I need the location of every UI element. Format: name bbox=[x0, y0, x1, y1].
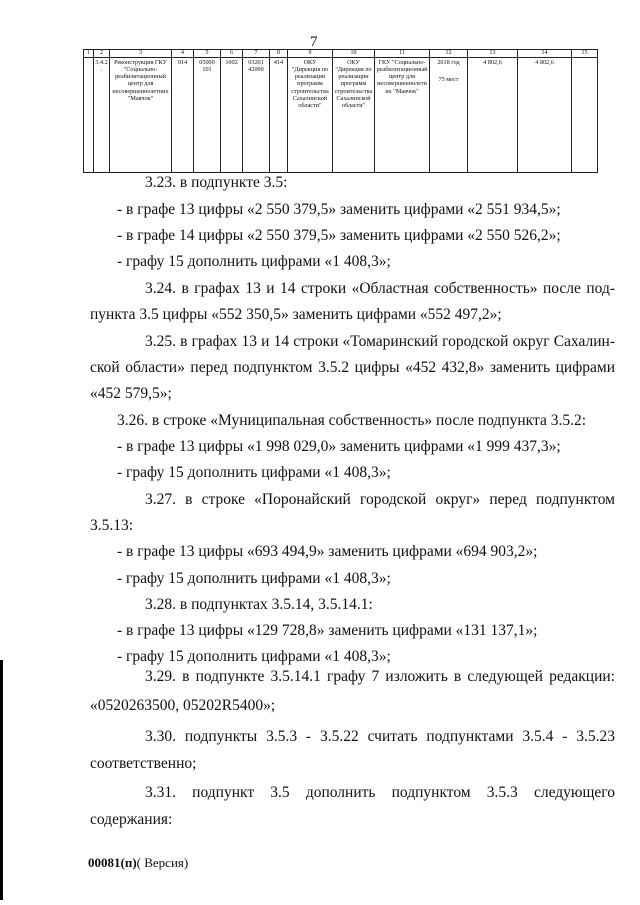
text-line: 3.29. в подпункте 3.5.14.1 графу 7 изложить в следующей редакции: bbox=[145, 668, 615, 685]
column-number: 9 bbox=[288, 50, 333, 58]
scan-edge-mark bbox=[0, 660, 3, 900]
column-number: 5 bbox=[194, 50, 221, 58]
text-line: 3.30. подпункты 3.5.3 - 3.5.22 считать подпунктами 3.5.4 - 3.5.23 bbox=[145, 728, 615, 745]
table-cell-year-capacity bbox=[430, 58, 468, 173]
column-number: 14 bbox=[518, 50, 572, 58]
table-cell: 014 bbox=[172, 58, 194, 173]
text-line: 3.25. в графах 13 и 14 строки «Томаринский городской округ Сахалин- bbox=[145, 333, 615, 350]
document-footer bbox=[88, 855, 188, 871]
page-number: 7 bbox=[310, 34, 318, 50]
capacity: 75 мест bbox=[438, 76, 459, 84]
text-line: - графу 15 дополнить цифрами «1 408,3»; bbox=[117, 253, 391, 270]
text-line: «452 579,5»; bbox=[90, 385, 172, 402]
text-line: ской области» перед подпунктом 3.5.2 цифры «452 432,8» заменить цифрами bbox=[90, 359, 615, 376]
text-line: «0520263500, 05202R5400»; bbox=[90, 697, 276, 714]
table-cell-amount: 4 802,6 bbox=[468, 58, 518, 173]
column-number: 3 bbox=[110, 50, 172, 58]
text-line: 3.24. в графах 13 и 14 строки «Областная собственность» после под- bbox=[145, 280, 615, 297]
column-number: 12 bbox=[430, 50, 468, 58]
table-cell: 05000 101 bbox=[194, 58, 221, 173]
text-line: 3.31. подпункт 3.5 дополнить подпунктом 3.5.3 следующего bbox=[145, 784, 615, 801]
column-number: 10 bbox=[333, 50, 375, 58]
table-cell-item-number: 3.4.2. bbox=[94, 58, 110, 173]
column-number: 13 bbox=[468, 50, 518, 58]
text-line: - графу 15 дополнить цифрами «1 408,3»; bbox=[117, 570, 391, 587]
text-line: 3.26. в строке «Муниципальная собственность» после подпункта 3.5.2: bbox=[117, 412, 587, 429]
table-cell-balance-holder: ГКУ "Социально-реабилитационный центр для несовершеннолетних "Маячок" bbox=[375, 58, 430, 173]
text-line: 3.23. в подпункте 3.5: bbox=[145, 174, 288, 191]
column-number: 6 bbox=[221, 50, 243, 58]
text-line: содержания: bbox=[90, 811, 173, 828]
column-number: 1 bbox=[84, 50, 94, 58]
text-line: пункта 3.5 цифры «552 350,5» заменить цифрами «552 497,2»; bbox=[90, 306, 502, 323]
text-line: соответственно; bbox=[90, 755, 197, 772]
text-line: - в графе 13 цифры «693 494,9» заменить цифрами «694 903,2»; bbox=[117, 543, 538, 560]
text-line: - в графе 14 цифры «2 550 379,5» заменить цифрами «2 550 526,2»; bbox=[117, 227, 561, 244]
table-cell: 414 bbox=[270, 58, 288, 173]
table-cell-customer: ОКУ "Дирекция по реализации программ строительства Сахалинской области" bbox=[288, 58, 333, 173]
table-cell: 1002 bbox=[221, 58, 243, 173]
column-number: 2 bbox=[94, 50, 110, 58]
text-line: - в графе 13 цифры «129 728,8» заменить цифрами «131 137,1»; bbox=[117, 622, 538, 639]
text-line: 3.28. в подпунктах 3.5.14, 3.5.14.1: bbox=[145, 596, 373, 613]
table-cell bbox=[84, 58, 94, 173]
text-line: 3.27. в строке «Поронайский городской округ» перед подпунктом bbox=[145, 491, 615, 508]
document-version: ( Версия) bbox=[136, 855, 189, 870]
text-line: - в графе 13 цифры «1 998 029,0» заменить цифрами «1 999 437,3»; bbox=[117, 438, 561, 455]
table-header-row bbox=[84, 50, 598, 58]
text-line: 3.5.13: bbox=[90, 517, 134, 534]
table-cell-object-name: Реконструкция ГКУ "Социально-реабилитационный центр для несовершеннолетних "Маячок" bbox=[110, 58, 172, 173]
table-cell-amount: 4 802,6 bbox=[518, 58, 572, 173]
column-number: 4 bbox=[172, 50, 194, 58]
text-line: - графу 15 дополнить цифрами «1 408,3»; bbox=[117, 648, 391, 665]
specification-table bbox=[83, 49, 598, 173]
table-cell bbox=[572, 58, 598, 173]
text-line: - в графе 13 цифры «2 550 379,5» заменить цифрами «2 551 934,5»; bbox=[117, 201, 561, 218]
text-line: - графу 15 дополнить цифрами «1 408,3»; bbox=[117, 464, 391, 481]
table-cell: 03201 42090 bbox=[243, 58, 270, 173]
document-code: 00081(п) bbox=[88, 855, 137, 870]
completion-year: 2018 год bbox=[437, 59, 460, 66]
column-number: 11 bbox=[375, 50, 430, 58]
table-row bbox=[84, 58, 598, 173]
column-number: 15 bbox=[572, 50, 598, 58]
table-cell-developer: ОКУ "Дирекция по реализации программ строительства Сахалинской области" bbox=[333, 58, 375, 173]
column-number: 8 bbox=[270, 50, 288, 58]
column-number: 7 bbox=[243, 50, 270, 58]
